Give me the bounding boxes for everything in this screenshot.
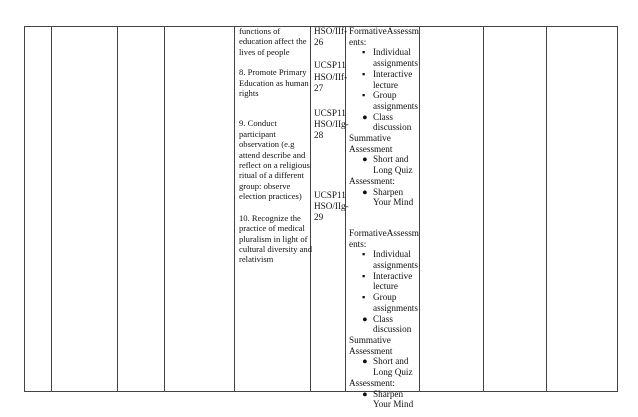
- square-bullet-icon: ▪: [362, 249, 366, 260]
- code-line: HSO/IIg-: [314, 119, 349, 130]
- objective-line: 8. Promote Primary: [239, 67, 307, 78]
- round-bullet-icon: ●: [362, 186, 368, 197]
- code-line: 28: [314, 130, 324, 141]
- code-line: UCSP11: [314, 189, 346, 200]
- assessment-list: [349, 187, 429, 208]
- objective-line: participant: [239, 128, 276, 139]
- objective-line: election practices): [239, 191, 302, 202]
- column-divider: [164, 26, 165, 392]
- list-item: ● Class discussion: [362, 313, 412, 335]
- list-item: ● Class discussion: [362, 111, 412, 133]
- objective-line: 9. Conduct: [239, 118, 277, 129]
- list-item: ▪ Individual assignments: [362, 249, 418, 271]
- column-divider: [617, 26, 618, 392]
- code-line: 29: [314, 212, 324, 223]
- summative-label: Assessment: [349, 345, 393, 356]
- formative-label: FormativeAssessm: [349, 227, 419, 238]
- objective-line: 10. Recognize the: [239, 212, 301, 223]
- assessment-list: [349, 389, 429, 410]
- code-line: 26: [314, 37, 324, 48]
- column-divider: [483, 26, 484, 392]
- code-line: HSO/IIf-: [314, 71, 348, 82]
- round-bullet-icon: ●: [362, 111, 368, 122]
- objective-line: Education as human: [239, 77, 309, 88]
- code-line: UCSP11: [314, 108, 346, 119]
- assessment-cell: [349, 26, 429, 410]
- assessment-label: Assessment:: [349, 377, 395, 388]
- square-bullet-icon: ▪: [362, 47, 366, 58]
- square-bullet-icon: ▪: [362, 90, 366, 101]
- objective-line: practice of medical: [239, 223, 305, 234]
- objectives-cell: [239, 26, 321, 265]
- code-line: HSO/IIg-: [314, 200, 349, 211]
- summative-label: Summative: [349, 133, 391, 144]
- objective-line: observation (e.g: [239, 139, 295, 150]
- square-bullet-icon: ▪: [362, 292, 366, 303]
- list-item: ● Short and Long Quiz: [362, 356, 413, 378]
- formative-label: ents:: [349, 238, 367, 249]
- objective-line: relativism: [239, 254, 274, 265]
- list-item: ▪ Group assignments: [362, 90, 418, 111]
- summative-list: [349, 356, 429, 377]
- objective-line: reflect on a religious: [239, 160, 310, 171]
- objective-line: functions of: [239, 26, 281, 36]
- list-item: ▪ Interactive lecture: [362, 68, 413, 90]
- objective-line: lives of people: [239, 46, 290, 57]
- list-item: ▪ Individual assignments: [362, 47, 418, 69]
- round-bullet-icon: ●: [362, 356, 368, 367]
- curriculum-table: [24, 26, 618, 410]
- objective-line: pluralism in light of: [239, 233, 308, 244]
- round-bullet-icon: ●: [362, 388, 368, 399]
- list-item: ● Short and Long Quiz: [362, 154, 413, 176]
- objective-line: education affect the: [239, 36, 307, 47]
- summative-label: Assessment: [349, 143, 393, 154]
- code-line: UCSP11: [314, 60, 346, 71]
- objective-line: cultural diversity and: [239, 243, 313, 254]
- list-item: ▪ Group assignments: [362, 292, 418, 313]
- code-line: 27: [314, 82, 324, 93]
- code-line: HSO/IIf-: [314, 26, 348, 36]
- round-bullet-icon: ●: [362, 154, 368, 165]
- summative-list: [349, 154, 429, 175]
- formative-label: FormativeAssessm: [349, 26, 419, 36]
- formative-label: ents:: [349, 36, 367, 47]
- column-divider: [546, 26, 547, 392]
- objective-line: group: observe: [239, 180, 291, 191]
- list-item: ▪ Interactive lecture: [362, 270, 413, 292]
- table-bottom-border: [24, 391, 618, 392]
- column-divider: [24, 26, 25, 392]
- column-divider: [117, 26, 118, 392]
- square-bullet-icon: ▪: [362, 270, 366, 281]
- column-divider: [234, 26, 235, 392]
- objective-line: ritual of a different: [239, 170, 304, 181]
- formative-list: [349, 47, 429, 133]
- objective-line: rights: [239, 88, 259, 99]
- objective-line: attend describe and: [239, 149, 306, 160]
- formative-list: [349, 249, 429, 335]
- square-bullet-icon: ▪: [362, 68, 366, 79]
- code-cell: [314, 26, 352, 223]
- assessment-label: Assessment:: [349, 175, 395, 186]
- list-item: ● Sharpen Your Mind: [362, 388, 414, 410]
- summative-label: Summative: [349, 334, 391, 345]
- column-divider: [51, 26, 52, 392]
- round-bullet-icon: ●: [362, 313, 368, 324]
- list-item: ● Sharpen Your Mind: [362, 186, 414, 208]
